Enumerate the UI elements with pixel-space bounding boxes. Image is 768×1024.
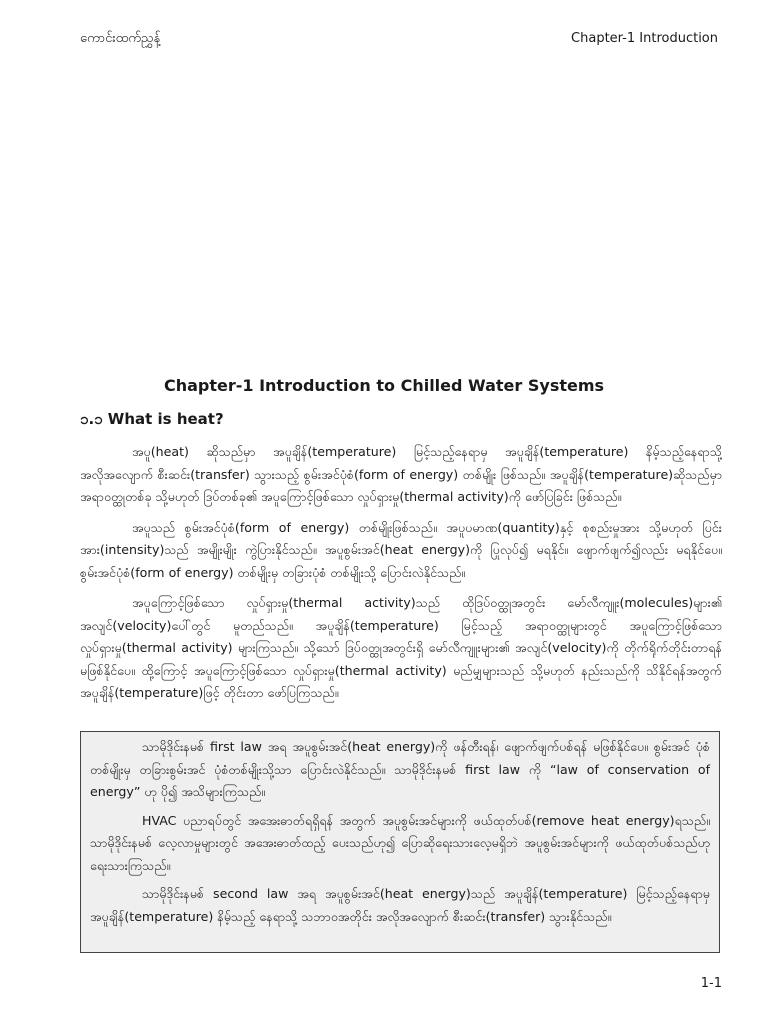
paragraph: အပူသည် စွမ်းအင်ပုံစံ(form of energy) တစ်မျိုးဖြစ်သည်။ အပူပမာဏ(quantity)နှင့် စုစည်းမှုအား သို့မဟုတ် ပြင်းအား(intensity)သည် အမျိုးမျိုး ကွဲပြားနိုင်သည်။ အပူစွမ်းအင်(heat energy)ကို ပြုလုပ်၍ မရနိုင်။ ဖျောက်ဖျက်၍လည်း မရနိုင်ပေ။ စွမ်းအင်ပုံစံ(form of energy) တစ်မျိုးမှ တခြားပုံစံ တစ်မျိုးသို့ ပြောင်းလဲနိုင်သည်။	[80, 519, 722, 580]
page-number: 1-1	[700, 976, 722, 991]
chapter-title: Chapter-1 Introduction to Chilled Water Systems	[163, 376, 605, 395]
body-text	[80, 441, 722, 713]
paragraph: အပူကြောင့်ဖြစ်သော လှုပ်ရှားမှု(thermal activity)သည် ထိုဒြပ်ဝတ္ထုအတွင်း မော်လီကျူး(molecules)များ၏ အလျင်(velocity)ပေါ်တွင် မူတည်သည်။ အပူချိန်(temperature) မြင့်သည့် အရာဝတ္ထုများတွင် အပူကြောင့်ဖြစ်သော လှုပ်ရှားမှု(thermal activity) များကြသည်။ သို့သော် ဒြပ်ဝတ္ထုအတွင်းရှိ မော်လီကျူးများ၏ အလျင်(velocity)ကို တိုက်ရိုက်တိုင်းတာရန် မဖြစ်နိုင်ပေ။ ထို့ကြောင့် အပူကြောင့်ဖြစ်သော လှုပ်ရှားမှု(thermal activity) မည်မျှများသည် သို့မဟုတ် နည်းသည်ကို သိနိုင်ရန်အတွက် အပူချိန်(temperature)ဖြင့် တိုင်းတာ ဖော်ပြကြသည်။	[80, 595, 722, 700]
header-chapter: Chapter-1 Introduction	[571, 31, 718, 46]
box-paragraph: သာမိုဒိုင်းနမစ် first law အရ အပူစွမ်းအင်(heat energy)ကို ဖန်တီးရန်၊ ဖျောက်ဖျက်ပစ်ရန် မဖြစ်နိုင်ပေ။ စွမ်းအင် ပုံစံတစ်မျိုးမှ တခြားစွမ်းအင် ပုံစံတစ်မျိုးသို့သာ ပြောင်းလဲနိုင်သည်။ သာမိုဒိုင်းနမစ် first law ကို “law of conservation of energy” ဟု ပို၍ အသိများကြသည်။	[90, 739, 710, 799]
paragraph: အပူ(heat) ဆိုသည်မှာ အပူချိန်(temperature) မြင့်သည့်နေရာမှ အပူချိန်(temperature) နိမ့်သည့်နေရာသို့ အလိုအလျောက် စီးဆင်း(transfer) သွားသည့် စွမ်းအင်ပုံစံ(form of energy) တစ်မျိုး ဖြစ်သည်။ အပူချိန်(temperature)ဆိုသည်မှာ အရာဝတ္ထုတစ်ခု သို့မဟုတ် ဒြပ်တစ်ခု၏ အပူကြောင့်ဖြစ်သော လှုပ်ရှားမှု(thermal activity)ကို ဖော်ပြခြင်း ဖြစ်သည်။	[80, 444, 722, 504]
section-heading: ၁.၁ What is heat?	[80, 410, 224, 428]
box-paragraph: သာမိုဒိုင်းနမစ် second law အရ အပူစွမ်းအင်(heat energy)သည် အပူချိန်(temperature) မြင့်သည့်နေရာမှ အပူချိန်(temperature) နိမ့်သည့် နေရာသို့ သဘာဝအတိုင်း အလိုအလျောက် စီးဆင်း(transfer) သွားနိုင်သည်။	[90, 886, 710, 924]
box-paragraph: HVAC ပညာရပ်တွင် အအေးဓာတ်ရရှိရန် အတွက် အပူစွမ်းအင်များကို ဖယ်ထုတ်ပစ်(remove heat energy)ရသည်။ သာမိုဒိုင်းနမစ် လေ့လာမှုများတွင် အအေးဓာတ်ထည့် ပေးသည်ဟု၍ ပြောဆိုရေးသားလေ့မရှိဘဲ အပူစွမ်းအင်များကို ဖယ်ထုတ်ပစ်သည်ဟု ရေးသားကြသည်။	[90, 812, 710, 873]
thermodynamics-law-box	[80, 731, 720, 953]
header-author: ကောင်းထက်ညွှန့်	[80, 31, 161, 46]
